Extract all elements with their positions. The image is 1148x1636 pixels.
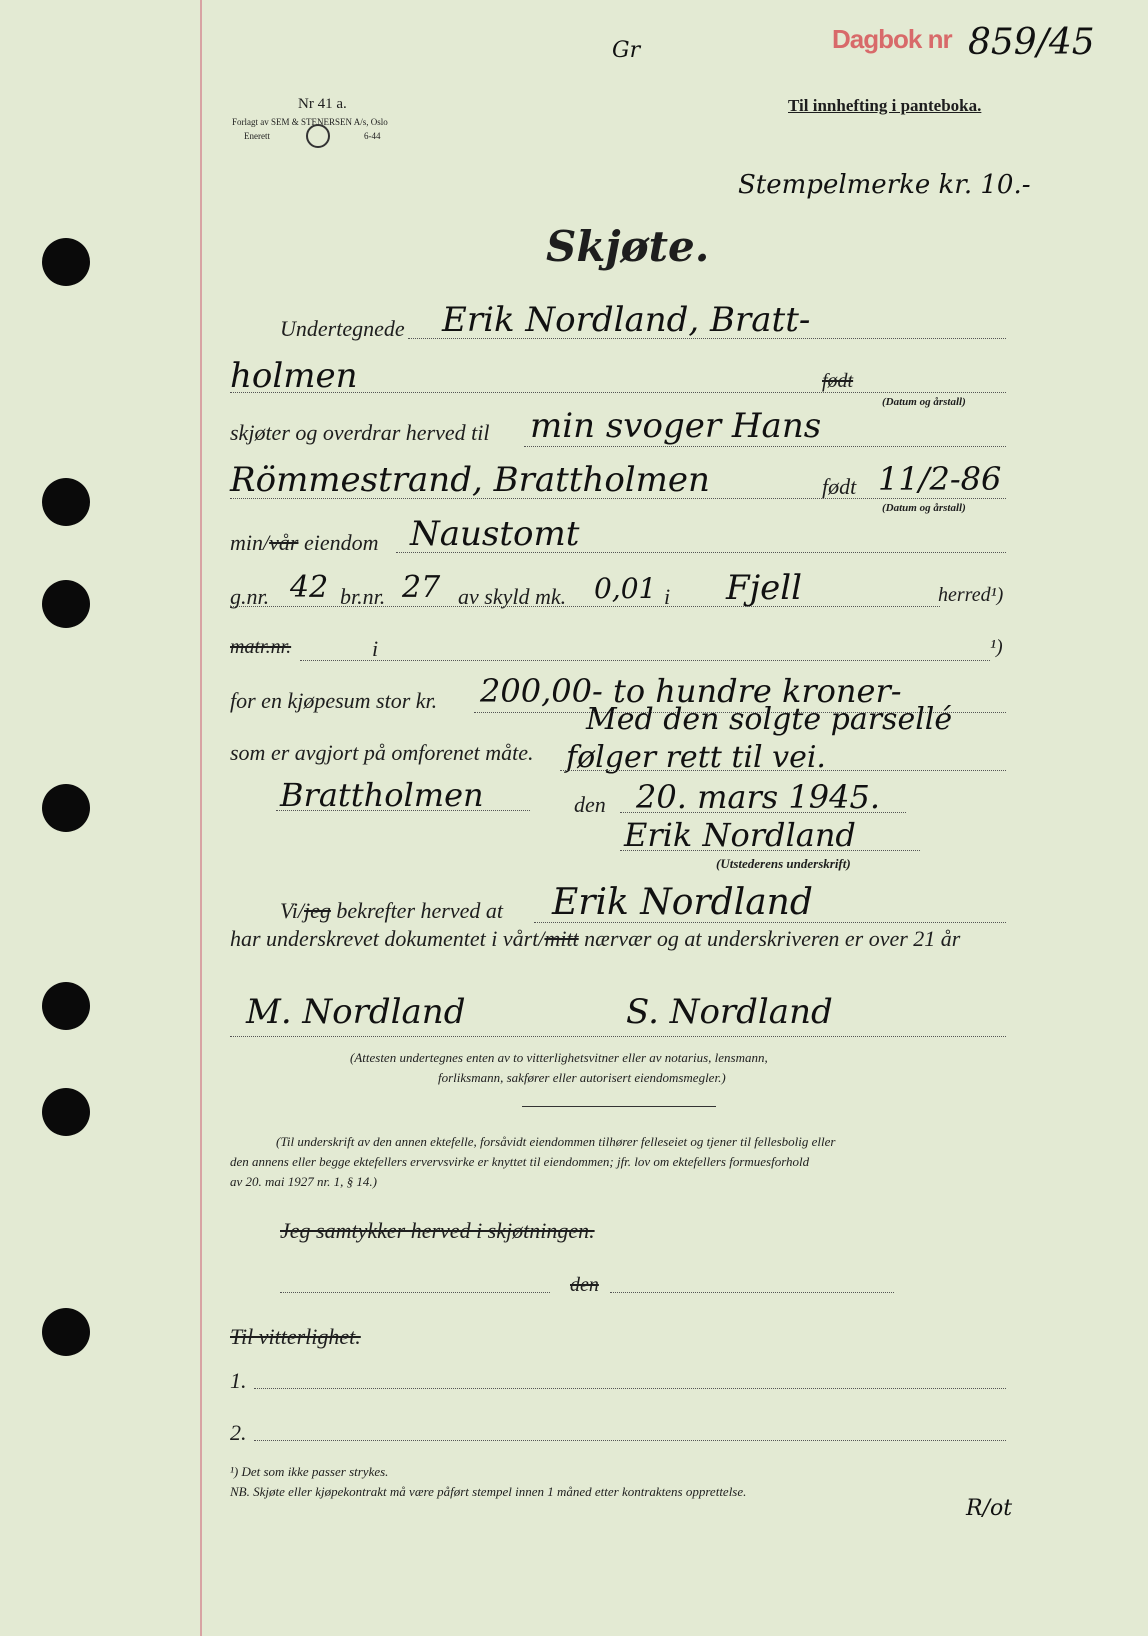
form-number: Nr 41 a. [298,96,347,112]
datum-caption: (Datum og årstall) [882,502,966,514]
fill-line [408,338,1006,339]
brnr-label: br.nr. [340,584,386,609]
fill-line [280,1292,550,1293]
punch-hole [42,1308,90,1356]
seller-name-line1: Erik Nordland, Bratt- [442,300,811,340]
terms-line1: Med den solgte parsellé [586,702,953,737]
attest-line1: Vi/jeg bekrefter herved at [280,898,503,923]
publisher-logo [306,124,330,148]
footnote-1: ¹) Det som ikke passer strykes. [230,1464,389,1479]
divider [522,1106,716,1107]
matr-i: i [372,636,379,661]
consent-struck: Jeg samtykker herved i skjøtningen. [280,1218,595,1243]
spouse-note-line2: den annens eller begge ektefellers ervervsvirke er knyttet til eiendommen; jfr. lov om ektefellers formuesforhold [230,1154,810,1169]
fill-line [620,850,920,851]
herred-label: herred¹) [938,584,1004,606]
fodt-struck: født [822,370,854,392]
gnr-label: g.nr. [230,584,270,609]
vitterlighet-struck: Til vitterlighet. [230,1324,361,1349]
spouse-note-line3: av 20. mai 1927 nr. 1, § 14.) [230,1174,377,1189]
fill-line [610,1292,894,1293]
spouse-note-line1: (Til underskrift av den annen ektefelle, forsåvidt eiendommen tilhører felleseiet og tjener til fellesbolig eller [276,1134,836,1149]
den-struck: den [570,1274,599,1296]
punch-hole [42,478,90,526]
initials-top: Gr [612,38,641,63]
attest-line2: har underskrevet dokumentet i vårt/mitt nærvær og at underskriveren er over 21 år [230,926,961,951]
terms-line2: følger rett til vei. [566,740,826,775]
witness-item-1: 1. [230,1368,247,1393]
witness1-signature: M. Nordland [246,992,466,1032]
den-label: den [574,792,606,817]
place: Brattholmen [280,776,484,814]
fodt-label: født [822,474,857,499]
signature-caption: (Utstederens underskrift) [716,856,851,871]
witness-item-2: 2. [230,1420,247,1445]
buyer-line2: Römmestrand, Brattholmen [230,460,710,500]
punch-hole [42,238,90,286]
fill-line [560,770,1006,771]
publisher-line: Forlagt av SEM & STENERSEN A/s, Oslo [232,117,388,127]
attest-note-line1: (Attesten undertegnes enten av to vitterlighetsvitner eller av notarius, lensmann, [350,1050,768,1065]
matrnr-struck: matr.nr. [230,636,292,658]
stamp-duty: Stempelmerke kr. 10.- [738,170,1031,200]
footnote-nb: NB. Skjøte eller kjøpekontrakt må være påført stempel innen 1 måned etter kontraktens opprettelse. [230,1484,747,1499]
publisher-enerett: Enerett [244,131,270,141]
gnr-value: 42 [290,570,329,605]
fill-line [230,1036,1006,1037]
buyer-line1: min svoger Hans [530,406,822,446]
fill-line [230,392,1006,393]
undertegnede-label: Undertegnede [280,316,405,341]
skjoter-label: skjøter og overdrar herved til [230,420,490,445]
seller-name-line2: holmen [230,356,358,396]
date: 20. mars 1945. [636,778,880,816]
fill-line [230,606,940,607]
punch-hole [42,580,90,628]
punch-hole [42,1088,90,1136]
eiendom-label: min/vår eiendom [230,530,379,555]
fill-line [524,446,1006,447]
kjopesum-label: for en kjøpesum stor kr. [230,688,438,713]
kjopesum-value: 200,00- to hundre kroner- [480,672,902,710]
fill-line [230,498,1006,499]
fill-line [396,552,1006,553]
attest-note-line2: forliksmann, sakfører eller autorisert eiendomsmegler.) [438,1070,726,1085]
fill-line [620,812,906,813]
punch-hole [42,982,90,1030]
publisher-code: 6-44 [364,131,381,141]
initials-bottom: R/ot [966,1496,1013,1521]
datum-caption: (Datum og årstall) [882,396,966,408]
binding-note: Til innhefting i panteboka. [788,96,982,115]
fill-line [300,660,990,661]
avgjort-label: som er avgjort på omforenet måte. [230,740,534,765]
property-name: Naustomt [410,514,580,554]
fill-line [254,1388,1006,1389]
margin-line [200,0,202,1636]
dagbok-stamp: Dagbok nr [832,24,952,54]
attest-signer: Erik Nordland [552,882,813,923]
punch-hole [42,784,90,832]
seller-signature: Erik Nordland [624,816,856,854]
matr-note: ¹) [990,636,1003,658]
skyld-label: av skyld mk. [458,584,567,609]
skyld-value: 0,01 [594,572,657,605]
journal-number: 859/45 [968,22,1095,63]
fill-line [254,1440,1006,1441]
buyer-birth: 11/2-86 [878,460,1002,498]
witness2-signature: S. Nordland [626,992,833,1032]
fill-line [534,922,1006,923]
document-title: Skjøte. [546,222,710,271]
brnr-value: 27 [402,570,441,605]
herred-value: Fjell [726,568,803,608]
i-label: i [664,584,671,609]
fill-line [276,810,530,811]
